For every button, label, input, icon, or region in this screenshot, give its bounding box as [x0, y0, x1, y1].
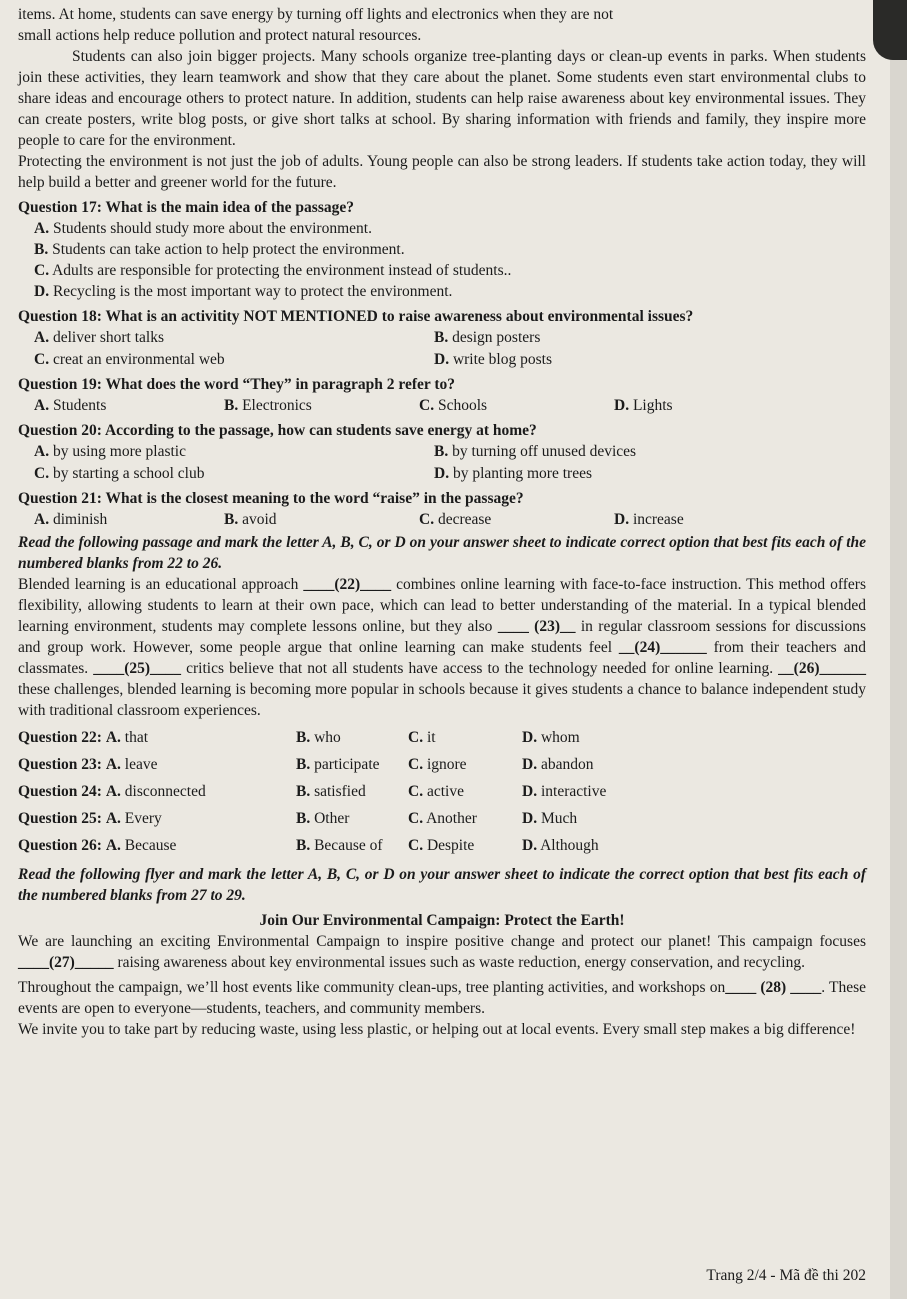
- answer-option: A. diminish: [34, 511, 108, 528]
- answer-option: C. creat an environmental web: [34, 351, 225, 368]
- blank-22: ____(22)____: [303, 576, 392, 593]
- question-25: [18, 808, 866, 829]
- answer-option: B. satisfied: [296, 783, 366, 800]
- answer-option: A. Students: [34, 397, 107, 414]
- answer-options: [34, 441, 866, 484]
- answer-option: C. by starting a school club: [34, 465, 205, 482]
- answer-options: [34, 395, 866, 416]
- answer-option: D. write blog posts: [434, 351, 552, 368]
- blank-27: ____(27)_____: [18, 954, 114, 971]
- page-footer: Trang 2/4 - Mã đề thi 202: [706, 1267, 866, 1284]
- answer-option: A. by using more plastic: [34, 443, 186, 460]
- answer-option: A. that: [105, 729, 149, 746]
- answer-option: C. Another: [408, 810, 477, 827]
- answer-option: C. Schools: [419, 397, 488, 414]
- question-label: Question 24:: [18, 783, 102, 800]
- flyer-title: Join Our Environmental Campaign: Protect the Earth!: [259, 912, 625, 929]
- answer-option: A. leave: [105, 756, 158, 773]
- question-21: Question 21: What is the closest meaning to the word “raise” in the passage?: [18, 490, 524, 507]
- question-22: [18, 727, 866, 748]
- answer-option: B. design posters: [434, 329, 541, 346]
- answer-option: B. Because of: [296, 837, 383, 854]
- answer-option: D. Recycling is the most important way to protect the environment.: [34, 283, 453, 300]
- questions-17-21: [18, 197, 866, 530]
- answer-option: B. Electronics: [224, 397, 312, 414]
- question-26: [18, 835, 866, 856]
- answer-option: B. Students can take action to help protect the environment.: [34, 241, 405, 258]
- instructions-22-26: Read the following passage and mark the letter A, B, C, or D on your answer sheet to indicate correct option that best fits each of the numbered blanks from 22 to 26.: [18, 534, 866, 572]
- question-24: [18, 781, 866, 802]
- blank-25: ____(25)____: [93, 660, 182, 677]
- answer-option: C. it: [408, 729, 436, 746]
- answer-option: D. Lights: [614, 397, 673, 414]
- answer-option: A. disconnected: [105, 783, 206, 800]
- question-label: Question 25:: [18, 810, 102, 827]
- answer-option: B. participate: [296, 756, 380, 773]
- answer-option: C. decrease: [419, 511, 492, 528]
- answer-option: A. deliver short talks: [34, 329, 165, 346]
- passage-paragraph-2: Students can also join bigger projects. Many schools organize tree-planting days or clean-up events in parks. When students join these activities, they learn teamwork and show that they care about the planet. Some students even start environmental clubs to share ideas and encourage others to protect nature. In addition, students can help raise awareness about key environmental issues. They can create posters, write blog posts, or give short talks at school. By sharing information with friends and family, they inspire more people to care for the environment.: [18, 48, 866, 149]
- blank-28: ____ (28) ____: [725, 979, 822, 996]
- answer-option: A. Students should study more about the environment.: [34, 220, 372, 237]
- blank-26: __(26)______: [778, 660, 866, 677]
- flyer-paragraph-3: We invite you to take part by reducing waste, using less plastic, or helping out at local events. Every small step makes a big difference!: [18, 1021, 856, 1038]
- answer-option: C. ignore: [408, 756, 467, 773]
- question-18: Question 18: What is an activitity NOT MENTIONED to raise awareness about environmental issues?: [18, 308, 694, 325]
- answer-option: B. Other: [296, 810, 350, 827]
- answer-options: [34, 327, 866, 370]
- answer-option: C. active: [408, 783, 464, 800]
- cloze-passage: Blended learning is an educational approach ____(22)____ combines online learning with face-to-face instruction. This method offers flexibility, allowing students to learn at their own pace, which can lead to better understanding of the material. In a typical blended learning environment, students may complete lessons online, but they also ____ (23)__ in regular classroom sessions for discussions and group work. However, some people argue that online learning can make students feel __(24)______ from their teachers and classmates. ____(25)____ critics believe that not all students have access to the technology needed for online learning. __(26)______ these challenges, blended learning is becoming more popular in schools because it gives students a chance to balance independent study with traditional classroom experiences.: [18, 576, 866, 719]
- answer-option: C. Despite: [408, 837, 475, 854]
- question-label: Question 22:: [18, 729, 102, 746]
- flyer-paragraph-2: Throughout the campaign, we’ll host events like community clean-ups, tree planting activities, and workshops on____ (28) ____. These events are open to everyone—students, teachers, and community members.: [18, 979, 867, 1017]
- answer-option: B. who: [296, 729, 341, 746]
- blank-24: __(24)______: [618, 639, 707, 656]
- questions-22-26: [18, 727, 866, 856]
- flyer-paragraph-1: We are launching an exciting Environmental Campaign to inspire positive change and protect our planet! This campaign focuses ____(27)_____ raising awareness about key environmental issues such as waste reduction, energy conservation, and recycling.: [18, 933, 866, 971]
- passage-paragraph-3: Protecting the environment is not just the job of adults. Young people can also be strong leaders. If students take action today, they will help build a better and greener world for the future.: [18, 153, 866, 191]
- answer-option: D. interactive: [522, 783, 607, 800]
- answer-option: D. abandon: [522, 756, 594, 773]
- answer-option: D. Much: [522, 810, 578, 827]
- answer-option: A. Every: [105, 810, 162, 827]
- answer-option: A. Because: [105, 837, 177, 854]
- question-17: Question 17: What is the main idea of the passage?: [18, 199, 354, 216]
- answer-option: D. by planting more trees: [434, 465, 592, 482]
- answer-option: D. increase: [614, 511, 684, 528]
- page-shadow: [873, 0, 907, 60]
- answer-option: B. avoid: [224, 511, 277, 528]
- answer-options: [34, 509, 866, 530]
- blank-23: ____ (23)__: [497, 618, 576, 635]
- answer-option: B. by turning off unused devices: [434, 443, 637, 460]
- passage-line: small actions help reduce pollution and protect natural resources.: [18, 27, 422, 44]
- question-19: Question 19: What does the word “They” in paragraph 2 refer to?: [18, 376, 456, 393]
- question-label: Question 23:: [18, 756, 102, 773]
- question-20: Question 20: According to the passage, how can students save energy at home?: [18, 422, 537, 439]
- question-label: Question 26:: [18, 837, 102, 854]
- answer-option: D. whom: [522, 729, 580, 746]
- question-23: [18, 754, 866, 775]
- answer-option: C. Adults are responsible for protecting the environment instead of students..: [34, 262, 512, 279]
- answer-options: [34, 218, 866, 302]
- answer-option: D. Although: [522, 837, 599, 854]
- passage-line: items. At home, students can save energy by turning off lights and electronics when they are not: [18, 6, 614, 23]
- instructions-27-29: Read the following flyer and mark the letter A, B, C, or D on your answer sheet to indicate the correct option that best fits each of the numbered blanks from 27 to 29.: [18, 866, 866, 904]
